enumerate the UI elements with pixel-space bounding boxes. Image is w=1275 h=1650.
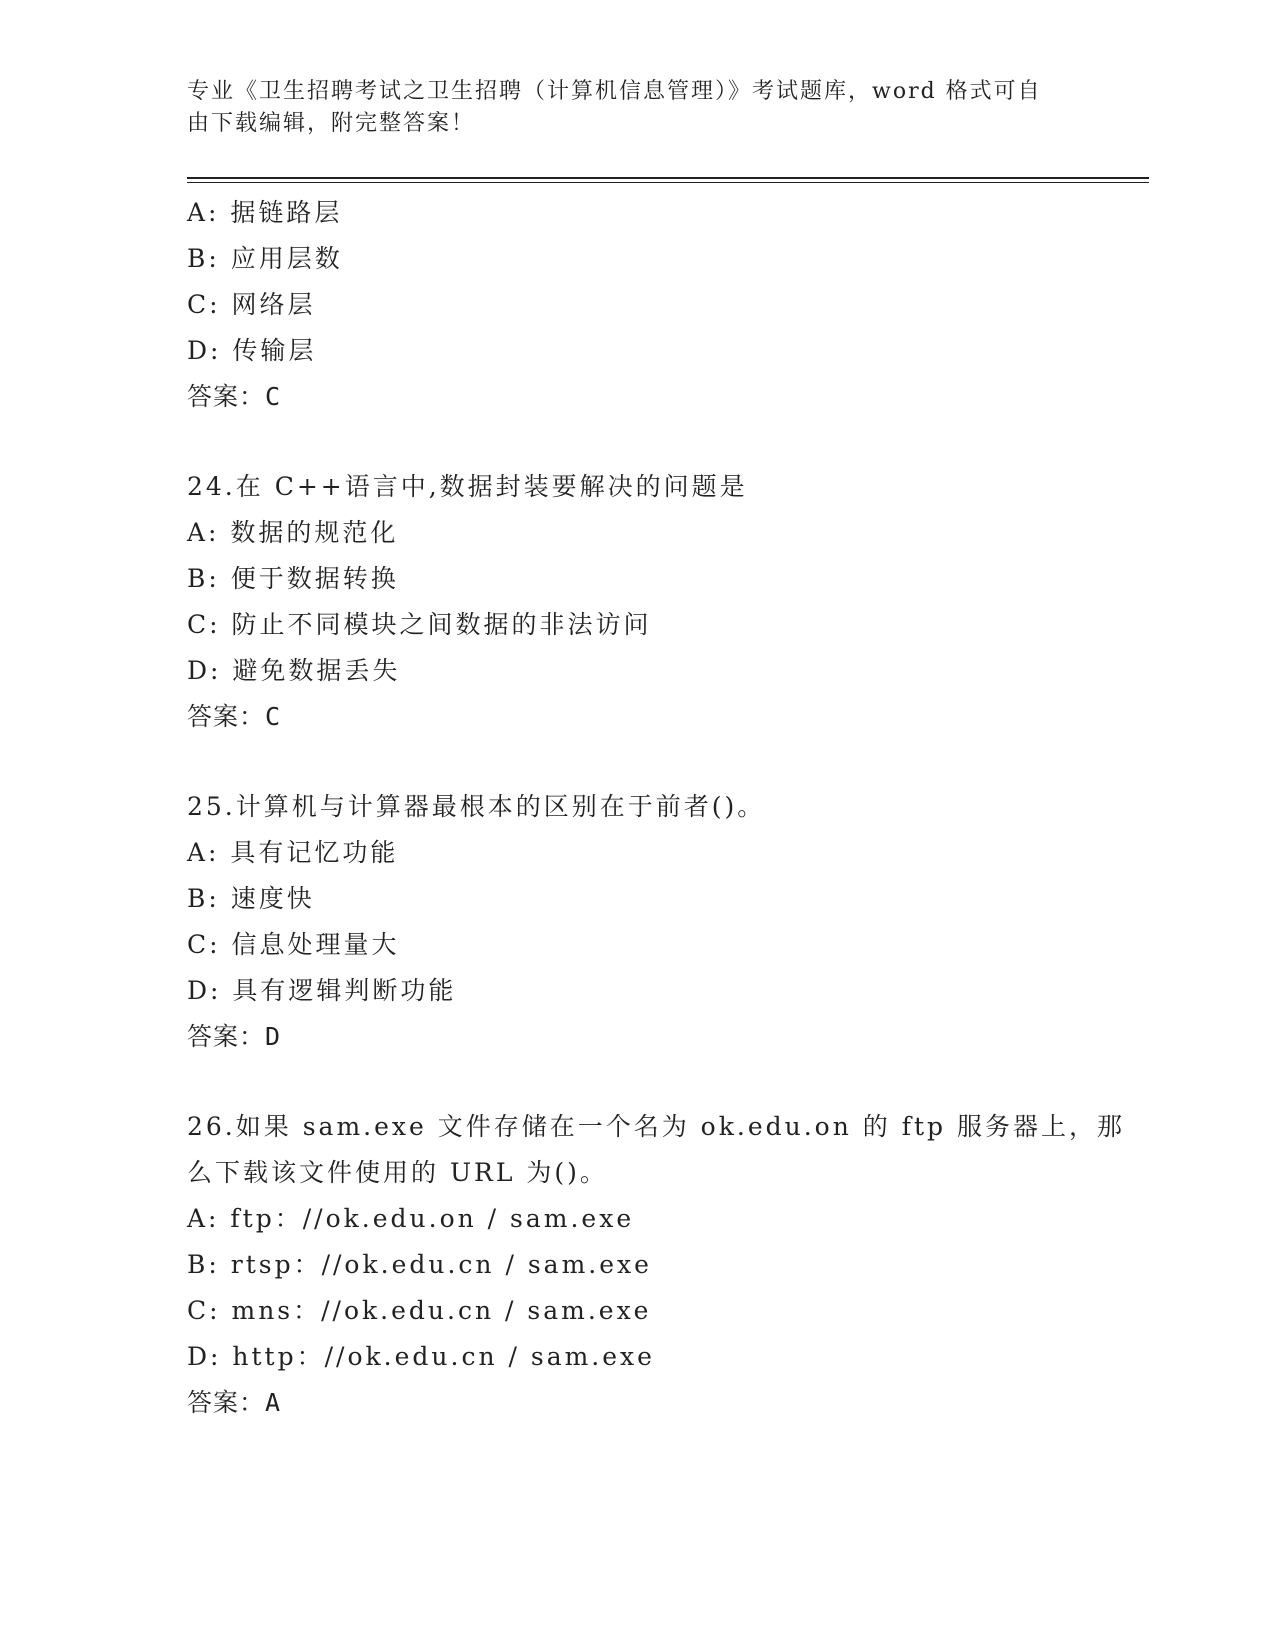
- option-b: B: 应用层数: [187, 244, 343, 273]
- answer: 答案：C: [187, 382, 282, 411]
- answer: 答案：A: [187, 1388, 282, 1417]
- option-a: A: ftp：//ok.edu.on / sam.exe: [187, 1204, 635, 1233]
- question-title-line-1: 26.如果 sam.exe 文件存储在一个名为 ok.edu.on 的 ftp 服务器上，那: [187, 1112, 1125, 1141]
- question-23-block: [187, 190, 1087, 420]
- option-a: A: 数据的规范化: [187, 518, 399, 547]
- question-title-line-2: 么下载该文件使用的 URL 为()。: [187, 1158, 608, 1187]
- option-b: B: rtsp：//ok.edu.cn / sam.exe: [187, 1250, 652, 1279]
- option-a: A: 据链路层: [187, 198, 343, 227]
- header-divider-thin: [187, 182, 1149, 183]
- option-b: B: 速度快: [187, 884, 315, 913]
- option-c: C: 网络层: [187, 290, 316, 319]
- answer: 答案：D: [187, 1022, 282, 1051]
- answer: 答案：C: [187, 702, 282, 731]
- question-title: 25.计算机与计算器最根本的区别在于前者()。: [187, 792, 766, 821]
- option-d: D: http：//ok.edu.cn / sam.exe: [187, 1342, 655, 1371]
- spacer: [187, 740, 1087, 784]
- option-c: C: 防止不同模块之间数据的非法访问: [187, 610, 652, 639]
- option-c: C: 信息处理量大: [187, 930, 400, 959]
- question-25: [187, 784, 1087, 1060]
- option-b: B: 便于数据转换: [187, 564, 399, 593]
- header-line-1: 专业《卫生招聘考试之卫生招聘（计算机信息管理）》考试题库，word 格式可自: [187, 79, 1042, 104]
- header-divider-thick: [187, 177, 1149, 179]
- question-24: [187, 464, 1087, 740]
- option-c: C: mns：//ok.edu.cn / sam.exe: [187, 1296, 652, 1325]
- document-header: [187, 76, 1087, 140]
- question-title: 24.在 C++语言中,数据封装要解决的问题是: [187, 472, 748, 501]
- option-d: D: 传输层: [187, 336, 317, 365]
- spacer: [187, 1060, 1087, 1104]
- question-26: [187, 1104, 1125, 1426]
- option-d: D: 避免数据丢失: [187, 656, 401, 685]
- question-list: [187, 190, 1125, 1426]
- spacer: [187, 420, 1087, 464]
- header-line-2: 由下载编辑，附完整答案！: [187, 111, 476, 136]
- option-d: D: 具有逻辑判断功能: [187, 976, 457, 1005]
- option-a: A: 具有记忆功能: [187, 838, 399, 867]
